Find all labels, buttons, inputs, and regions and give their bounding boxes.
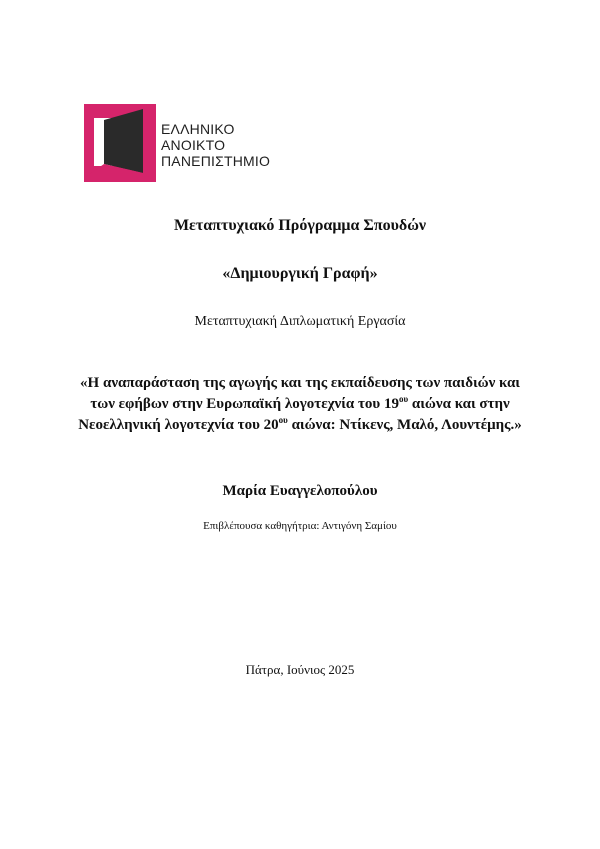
logo-wordmark	[161, 121, 270, 169]
supervisor-line: Επιβλέπουσα καθηγήτρια: Αντιγόνη Σαμίου	[203, 520, 397, 532]
program-title: Μεταπτυχιακό Πρόγραμμα Σπουδών	[173, 217, 427, 234]
place-and-date: Πάτρα, Ιούνιος 2025	[245, 662, 355, 677]
thesis-type: Μεταπτυχιακή Διπλωματική Εργασία	[194, 314, 406, 329]
author-name: Μαρία Ευαγγελοπούλου	[222, 483, 378, 499]
thesis-title	[70, 373, 530, 436]
specialization-title: «Δημιουργική Γραφή»	[222, 265, 378, 282]
logo-line-1: ΕΛΛΗΝΙΚΟ	[161, 121, 235, 137]
thesis-title-part-2: αιώνα και στην Νεοελληνική λογοτεχνία του 20	[78, 396, 510, 433]
logo-line-3: ΠΑΝΕΠΙΣΤΗΜΙΟ	[161, 153, 271, 169]
thesis-title-superscript-1: ου	[398, 394, 409, 404]
thesis-title-part-1: «Η αναπαράσταση της αγωγής και της εκπαίδευσης των παιδιών και των εφήβων στην Ευρωπαϊκή λογοτεχνία του 19	[80, 375, 520, 412]
thesis-title-part-3: αιώνα: Ντίκενς, Μαλό, Λουντέμης.»	[287, 417, 522, 433]
logo-line-2: ΑΝΟΙΚΤΟ	[161, 137, 226, 153]
open-door-icon	[84, 104, 156, 182]
thesis-title-superscript-2: ου	[278, 415, 288, 425]
university-logo	[84, 104, 304, 182]
